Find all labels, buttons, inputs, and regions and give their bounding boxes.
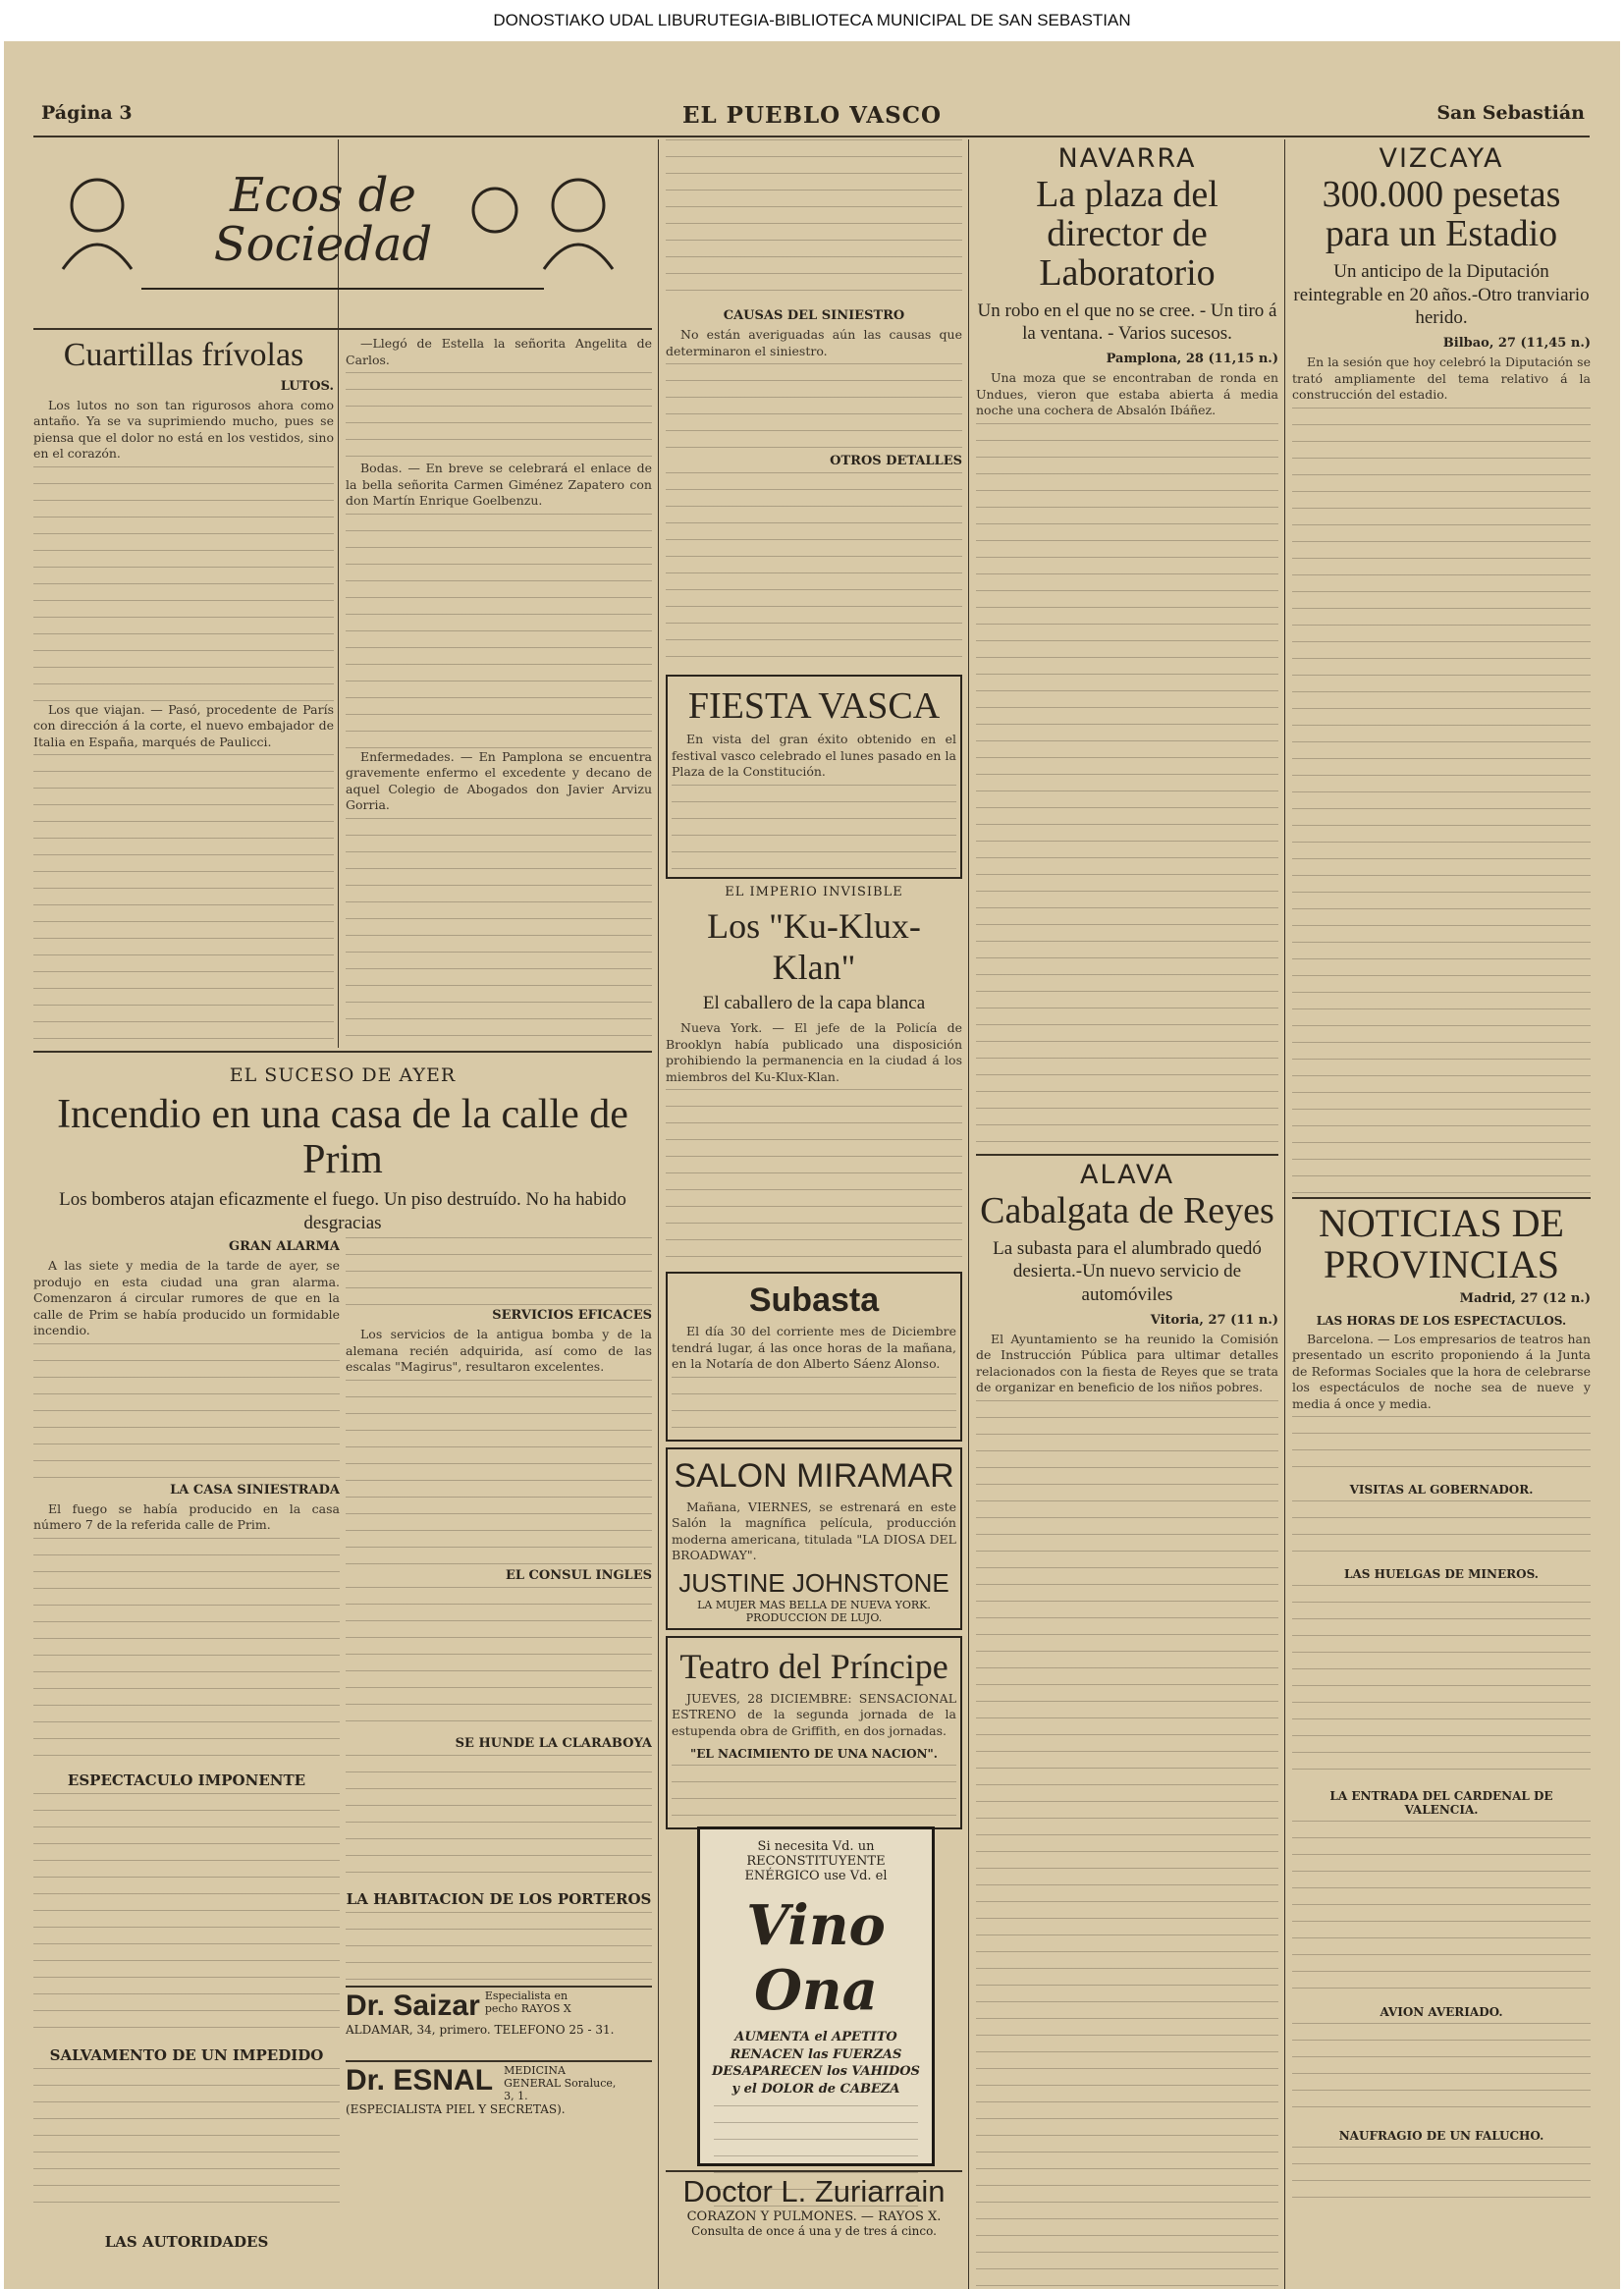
fire-kicker: EL SUCESO DE AYER xyxy=(229,1064,457,1086)
alava-heading: Cabalgata de Reyes xyxy=(980,1189,1274,1231)
governor-kicker: VISITAS AL GOBERNADOR. xyxy=(1349,1483,1534,1498)
show-hours-text: Barcelona. — Los empresarios de teatros han presentado un escrito proponiendo á la Junta de Reformas Sociales que la hora de celebrarse los espectáculos de noche sea de nueve y media á once y media. xyxy=(1292,1331,1591,1411)
archive-banner: DONOSTIAKO UDAL LIBURUTEGIA-BIBLIOTECA MUNICIPAL DE SAN SEBASTIAN xyxy=(0,0,1624,41)
column-text-block xyxy=(1292,2147,1591,2206)
navarra-heading: La plaza del director de Laboratorio xyxy=(1036,174,1218,294)
fire-column-1 xyxy=(33,1237,340,2229)
column-text-block xyxy=(346,1587,652,1734)
column-text-block xyxy=(666,472,962,669)
column-text-block xyxy=(672,1765,956,1824)
column-text-block xyxy=(346,1237,652,1306)
vino-ona-brand: Vino Ona xyxy=(746,1893,886,2023)
fire-subheading: Los bomberos atajan eficazmente el fuego. Un piso destruído. No ha habido desgracias xyxy=(59,1189,626,1233)
esnal-specialty: MEDICINA GENERAL Soraluce, 3, 1. xyxy=(504,2064,617,2102)
consul-kicker: EL CONSUL INGLES xyxy=(505,1567,652,1583)
column-text-block xyxy=(666,363,962,452)
column-text-block xyxy=(33,1343,340,1481)
weddings-text: Bodas. — En breve se celebrará el enlace de la bella señorita Carmen Giménez Zapatero con don Martín Enrique Goelbenzu. xyxy=(346,461,652,508)
alava-section: ALAVA xyxy=(1079,1159,1175,1190)
travellers-text: Los que viajan. — Pasó, procedente de París con dirección á la corte, el nuevo embajador de Italia en España, marqués de Paulicci. xyxy=(33,701,334,749)
column-text-block xyxy=(976,1400,1278,2289)
society-logo xyxy=(33,151,652,318)
shipwreck-kicker: NAUFRAGIO DE UN FALUCHO. xyxy=(1338,2129,1544,2144)
column-text-block xyxy=(1292,1585,1591,1781)
justine-sub: LA MUJER MAS BELLA DE NUEVA YORK. PRODUCCION DE LUJO. xyxy=(697,1598,931,1624)
great-alarm-text: A las siete y media de la tarde de ayer, se produjo en esta ciudad una gran alarma. Comenzaron á circular rumores de que en la calle de Prim se había producido un formidable incendio. xyxy=(33,1258,340,1337)
vizcaya-heading: 300.000 pesetas para un Estadio xyxy=(1322,174,1561,254)
fire-heading: Incendio en una casa de la calle de Prim xyxy=(57,1092,628,1183)
column-text-block xyxy=(346,1912,652,1985)
column-text-block xyxy=(346,372,652,461)
other-details-kicker: OTROS DETALLES xyxy=(830,454,962,468)
miramar-box xyxy=(666,1447,962,1630)
column-text-block xyxy=(666,1089,962,1266)
kkk-text: Nueva York. — El jefe de la Policía de Brooklyn había publicado una disposición prohibiendo la permanencia en la ciudad á los miembros del Ku-Klux-Klan. xyxy=(666,1020,962,1084)
mourning-kicker: LUTOS. xyxy=(280,378,334,394)
damaged-house-text: El fuego se había producido en la casa número 7 de la referida calle de Prim. xyxy=(33,1500,340,1532)
navarra-section: NAVARRA xyxy=(1057,143,1197,174)
skylight-kicker: SE HUNDE LA CLARABOYA xyxy=(455,1735,652,1751)
miners-kicker: LAS HUELGAS DE MINEROS. xyxy=(1344,1567,1539,1582)
column-text-block xyxy=(33,754,334,1043)
kkk-subheading: El caballero de la capa blanca xyxy=(702,992,926,1013)
column-text-block xyxy=(1292,2023,1591,2121)
navarra-dateline: Pamplona, 28 (11,15 n.) xyxy=(1106,352,1278,367)
column-text-block xyxy=(1292,1500,1591,1559)
column-text-block xyxy=(1292,408,1591,1193)
invisible-empire-kicker: EL IMPERIO INVISIBLE xyxy=(725,884,903,899)
column-society-2 xyxy=(346,336,652,1043)
alava-text: El Ayuntamiento se ha reunido la Comisión de Instrucción Pública para ultimar detalles relacionados con la fiesta de Reyes que se trata de organizar en beneficio de los niños pobres. xyxy=(976,1331,1278,1395)
masthead-rule xyxy=(33,136,1590,137)
ad-rule xyxy=(346,1986,652,1988)
auction-box xyxy=(666,1272,962,1442)
section-rule xyxy=(976,1154,1278,1156)
illness-text: Enfermedades. — En Pamplona se encuentra gravemente enfermo el excedente y decano de aquel Colegio de Abogados don Javier Arvizu Gorria. xyxy=(346,748,652,812)
provinces-dateline: Madrid, 27 (12 n.) xyxy=(1459,1290,1591,1306)
authorities-kicker: LAS AUTORIDADES xyxy=(104,2233,269,2251)
column-text-block xyxy=(976,423,1278,1150)
column-text-block xyxy=(1292,1821,1591,1997)
saizar-name: Dr. Saizar xyxy=(346,1989,480,2022)
services-text: Los servicios de la antigua bomba y de la alemana recién adquirida, así como de las escalas "Magirus", resultaron excelentes. xyxy=(346,1327,652,1374)
services-kicker: SERVICIOS EFICACES xyxy=(492,1308,652,1323)
column-5 xyxy=(1292,139,1591,2289)
principe-film-title: "EL NACIMIENTO DE UNA NACION". xyxy=(690,1747,938,1762)
vino-ona-claims xyxy=(700,2029,932,2098)
navarra-subheading: Un robo en el que no se cree. - Un tiro á la ventana. - Varios sucesos. xyxy=(977,300,1277,345)
damaged-house-kicker: LA CASA SINIESTRADA xyxy=(170,1482,340,1498)
basque-festival-text: En vista del gran éxito obtenido en el festival vasco celebrado el lunes pasado en la Plaza de la Constitución. xyxy=(672,732,956,779)
column-text-block xyxy=(33,466,334,702)
causes-text: No están averiguadas aún las causas que determinaron el siniestro. xyxy=(666,327,962,358)
column-text-block xyxy=(346,1755,652,1882)
column-text-block xyxy=(346,1380,652,1566)
newspaper-page xyxy=(4,41,1620,2289)
column-text-block xyxy=(672,785,956,873)
column-text-block xyxy=(346,818,652,1044)
saizar-specialty: Especialista en pecho RAYOS X xyxy=(484,1989,571,2015)
vino-ona-claim: RENACEN las FUERZAS xyxy=(730,2046,902,2062)
vizcaya-subheading: Un anticipo de la Diputación reintegrable en 20 años.-Otro tranviario herido. xyxy=(1293,260,1590,329)
provinces-heading: NOTICIAS DE PROVINCIAS xyxy=(1319,1200,1564,1286)
saizar-address: ALDAMAR, 34, primero. TELEFONO 25 - 31. xyxy=(346,2023,615,2037)
principe-box xyxy=(666,1636,962,1830)
principe-heading: Teatro del Príncipe xyxy=(679,1646,948,1686)
fire-rule xyxy=(33,1051,652,1053)
column-text-block xyxy=(33,1793,340,2039)
principe-text: JUEVES, 28 DICIEMBRE: SENSACIONAL ESTRENO de la segunda jornada de la estupenda obra de Griffith, en dos jornadas. xyxy=(672,1690,956,1738)
vino-ona-claim: DESAPARECEN los VAHIDOS xyxy=(712,2064,920,2080)
column-text-block xyxy=(1292,1416,1591,1475)
alava-subheading: La subasta para el alumbrado quedó desierta.-Un nuevo servicio de automóviles xyxy=(993,1237,1262,1306)
plane-kicker: AVION AVERIADO. xyxy=(1380,2005,1503,2020)
column-rule xyxy=(658,139,659,2289)
ad-zuriarrain xyxy=(666,2174,962,2272)
vino-ona-claim: AUMENTA el APETITO xyxy=(734,2030,897,2044)
column-text-block xyxy=(33,1538,340,1764)
column-society-1 xyxy=(33,336,334,1043)
column-4 xyxy=(976,139,1278,2289)
justine-heading: JUSTINE JOHNSTONE xyxy=(678,1567,949,1598)
mourning-text: Los lutos no son tan rigurosos ahora como antaño. Ya se va suprimiendo mucho, pues se piensa que el dolor no está en los vestidos, sino en el corazón. xyxy=(33,397,334,462)
great-alarm-kicker: GRAN ALARMA xyxy=(229,1239,340,1254)
miramar-heading: SALON MIRAMAR xyxy=(674,1456,954,1495)
vino-ona-intro: Si necesita Vd. un RECONSTITUYENTE ENÉRGICO use Vd. el xyxy=(744,1839,888,1883)
zuriarrain-name: Doctor L. Zuriarrain xyxy=(682,2174,946,2208)
navarra-text: Una moza que se encontraban de ronda en Undues, vieron que estaba abierta á media noche una cochera de Absalón Ibáñez. xyxy=(976,370,1278,418)
vino-ona-ad xyxy=(697,1826,935,2166)
imposing-sight-kicker: ESPECTACULO IMPONENTE xyxy=(67,1771,306,1789)
vizcaya-dateline: Bilbao, 27 (11,45 n.) xyxy=(1442,336,1591,352)
ad-rule xyxy=(346,2060,652,2062)
auction-text: El día 30 del corriente mes de Diciembre tendrá lugar, á las once horas de la mañana, en la Notaría de don Alberto Sáenz Alonso. xyxy=(672,1324,956,1372)
column-text-block xyxy=(33,2068,340,2206)
column-rule xyxy=(968,139,969,2289)
vino-ona-claim: y el DOLOR de CABEZA xyxy=(731,2081,900,2097)
city-name: San Sebastián xyxy=(1436,102,1585,124)
zuriarrain-hours: Consulta de once á una y de tres á cinco. xyxy=(691,2224,937,2238)
page-number: Página 3 xyxy=(41,102,133,124)
logo-rule xyxy=(33,328,652,330)
cardinal-kicker: LA ENTRADA DEL CARDENAL DE VALENCIA. xyxy=(1329,1789,1553,1818)
society-logo-text: Ecos de Sociedad xyxy=(213,168,433,273)
ad-esnal xyxy=(346,2064,652,2143)
basque-festival-heading: FIESTA VASCA xyxy=(687,685,941,727)
frivolous-heading: Cuartillas frívolas xyxy=(63,337,304,373)
porters-room-kicker: LA HABITACION DE LOS PORTEROS xyxy=(346,1889,652,1908)
show-hours-kicker: LAS HORAS DE LOS ESPECTACULOS. xyxy=(1316,1313,1567,1328)
alava-dateline: Vitoria, 27 (11 n.) xyxy=(1150,1312,1278,1328)
esnal-name: Dr. ESNAL xyxy=(346,2064,494,2097)
esnal-extra: (ESPECIALISTA PIEL Y SECRETAS). xyxy=(346,2102,566,2116)
arrival-text: —Llegó de Estella la señorita Angelita de Carlos. xyxy=(346,336,652,367)
column-text-block xyxy=(666,139,962,306)
basque-festival-box xyxy=(666,675,962,879)
newspaper-title: EL PUEBLO VASCO xyxy=(681,102,943,129)
fire-column-2 xyxy=(346,1237,652,1984)
column-text-block xyxy=(346,514,652,749)
vizcaya-text: En la sesión que hoy celebró la Diputación se trató ampliamente del tema relativo á la construcción del estadio. xyxy=(1292,354,1591,403)
fire-headline-block xyxy=(33,1057,652,1233)
section-rule xyxy=(1292,1197,1591,1199)
ad-rule xyxy=(666,2170,962,2172)
causes-kicker: CAUSAS DEL SINIESTRO xyxy=(723,308,905,323)
vizcaya-section: VIZCAYA xyxy=(1379,143,1504,174)
zuriarrain-specialty: CORAZON Y PULMONES. — RAYOS X. xyxy=(686,2209,942,2224)
column-text-block xyxy=(672,1377,956,1436)
column-rule xyxy=(1284,139,1285,2289)
kkk-heading: Los "Ku-Klux-Klan" xyxy=(707,905,921,987)
rescue-kicker: SALVAMENTO DE UN IMPEDIDO xyxy=(49,2045,324,2064)
auction-heading: Subasta xyxy=(748,1281,880,1320)
miramar-text: Mañana, VIERNES, se estrenará en este Salón la magnífica película, producción moderna americana, titulada "LA DIOSA DEL BROADWAY". xyxy=(672,1499,956,1563)
